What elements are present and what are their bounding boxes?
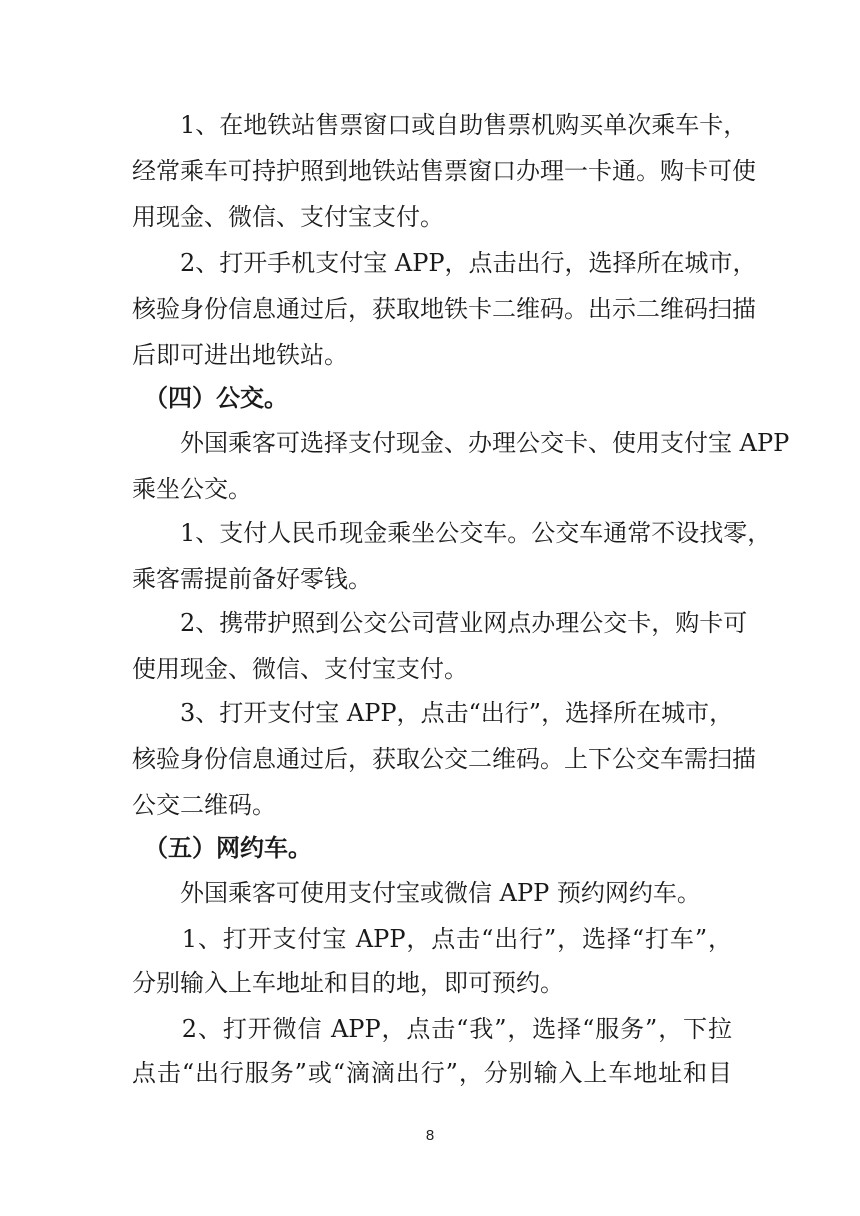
paragraph-line: 1、在地铁站售票窗口或自助售票机购买单次乘车卡，: [132, 111, 748, 139]
paragraph-line: 1、支付人民币现金乘坐公交车。公交车通常不设找零，: [132, 519, 772, 547]
paragraph-line: 点击“出行服务”或“滴滴出行”，分别输入上车地址和目: [132, 1059, 732, 1087]
paragraph-line: 用现金、微信、支付宝支付。: [132, 203, 444, 231]
paragraph-line: 经常乘车可持护照到地铁站售票窗口办理一卡通。购卡可使: [132, 157, 756, 185]
paragraph-line: 外国乘客可使用支付宝或微信 APP 预约网约车。: [132, 879, 701, 907]
paragraph-line: 公交二维码。: [132, 791, 276, 819]
paragraph-line: 外国乘客可选择支付现金、办理公交卡、使用支付宝 APP: [132, 429, 790, 457]
paragraph-line: 1、打开支付宝 APP，点击“出行”，选择“打车”，: [132, 925, 732, 953]
paragraph-line: 2、打开手机支付宝 APP，点击出行，选择所在城市，: [132, 249, 757, 277]
paragraph-line: 分别输入上车地址和目的地，即可预约。: [132, 969, 564, 997]
page-number: 8: [425, 1127, 435, 1144]
section-heading-ride-hailing: （五）网约车。: [132, 833, 312, 862]
paragraph-line: 2、打开微信 APP，点击“我”，选择“服务”，下拉: [132, 1015, 732, 1043]
paragraph-line: 2、携带护照到公交公司营业网点办理公交卡，购卡可: [132, 609, 748, 637]
section-heading-bus: （四）公交。: [132, 383, 288, 412]
paragraph-line: 核验身份信息通过后，获取公交二维码。上下公交车需扫描: [132, 745, 756, 773]
paragraph-line: 乘坐公交。: [132, 475, 252, 503]
paragraph-line: 乘客需提前备好零钱。: [132, 565, 372, 593]
paragraph-line: 后即可进出地铁站。: [132, 341, 348, 369]
paragraph-line: 3、打开支付宝 APP，点击“出行”，选择所在城市，: [132, 699, 734, 727]
paragraph-line: 使用现金、微信、支付宝支付。: [132, 655, 468, 683]
paragraph-line: 核验身份信息通过后，获取地铁卡二维码。出示二维码扫描: [132, 295, 756, 323]
